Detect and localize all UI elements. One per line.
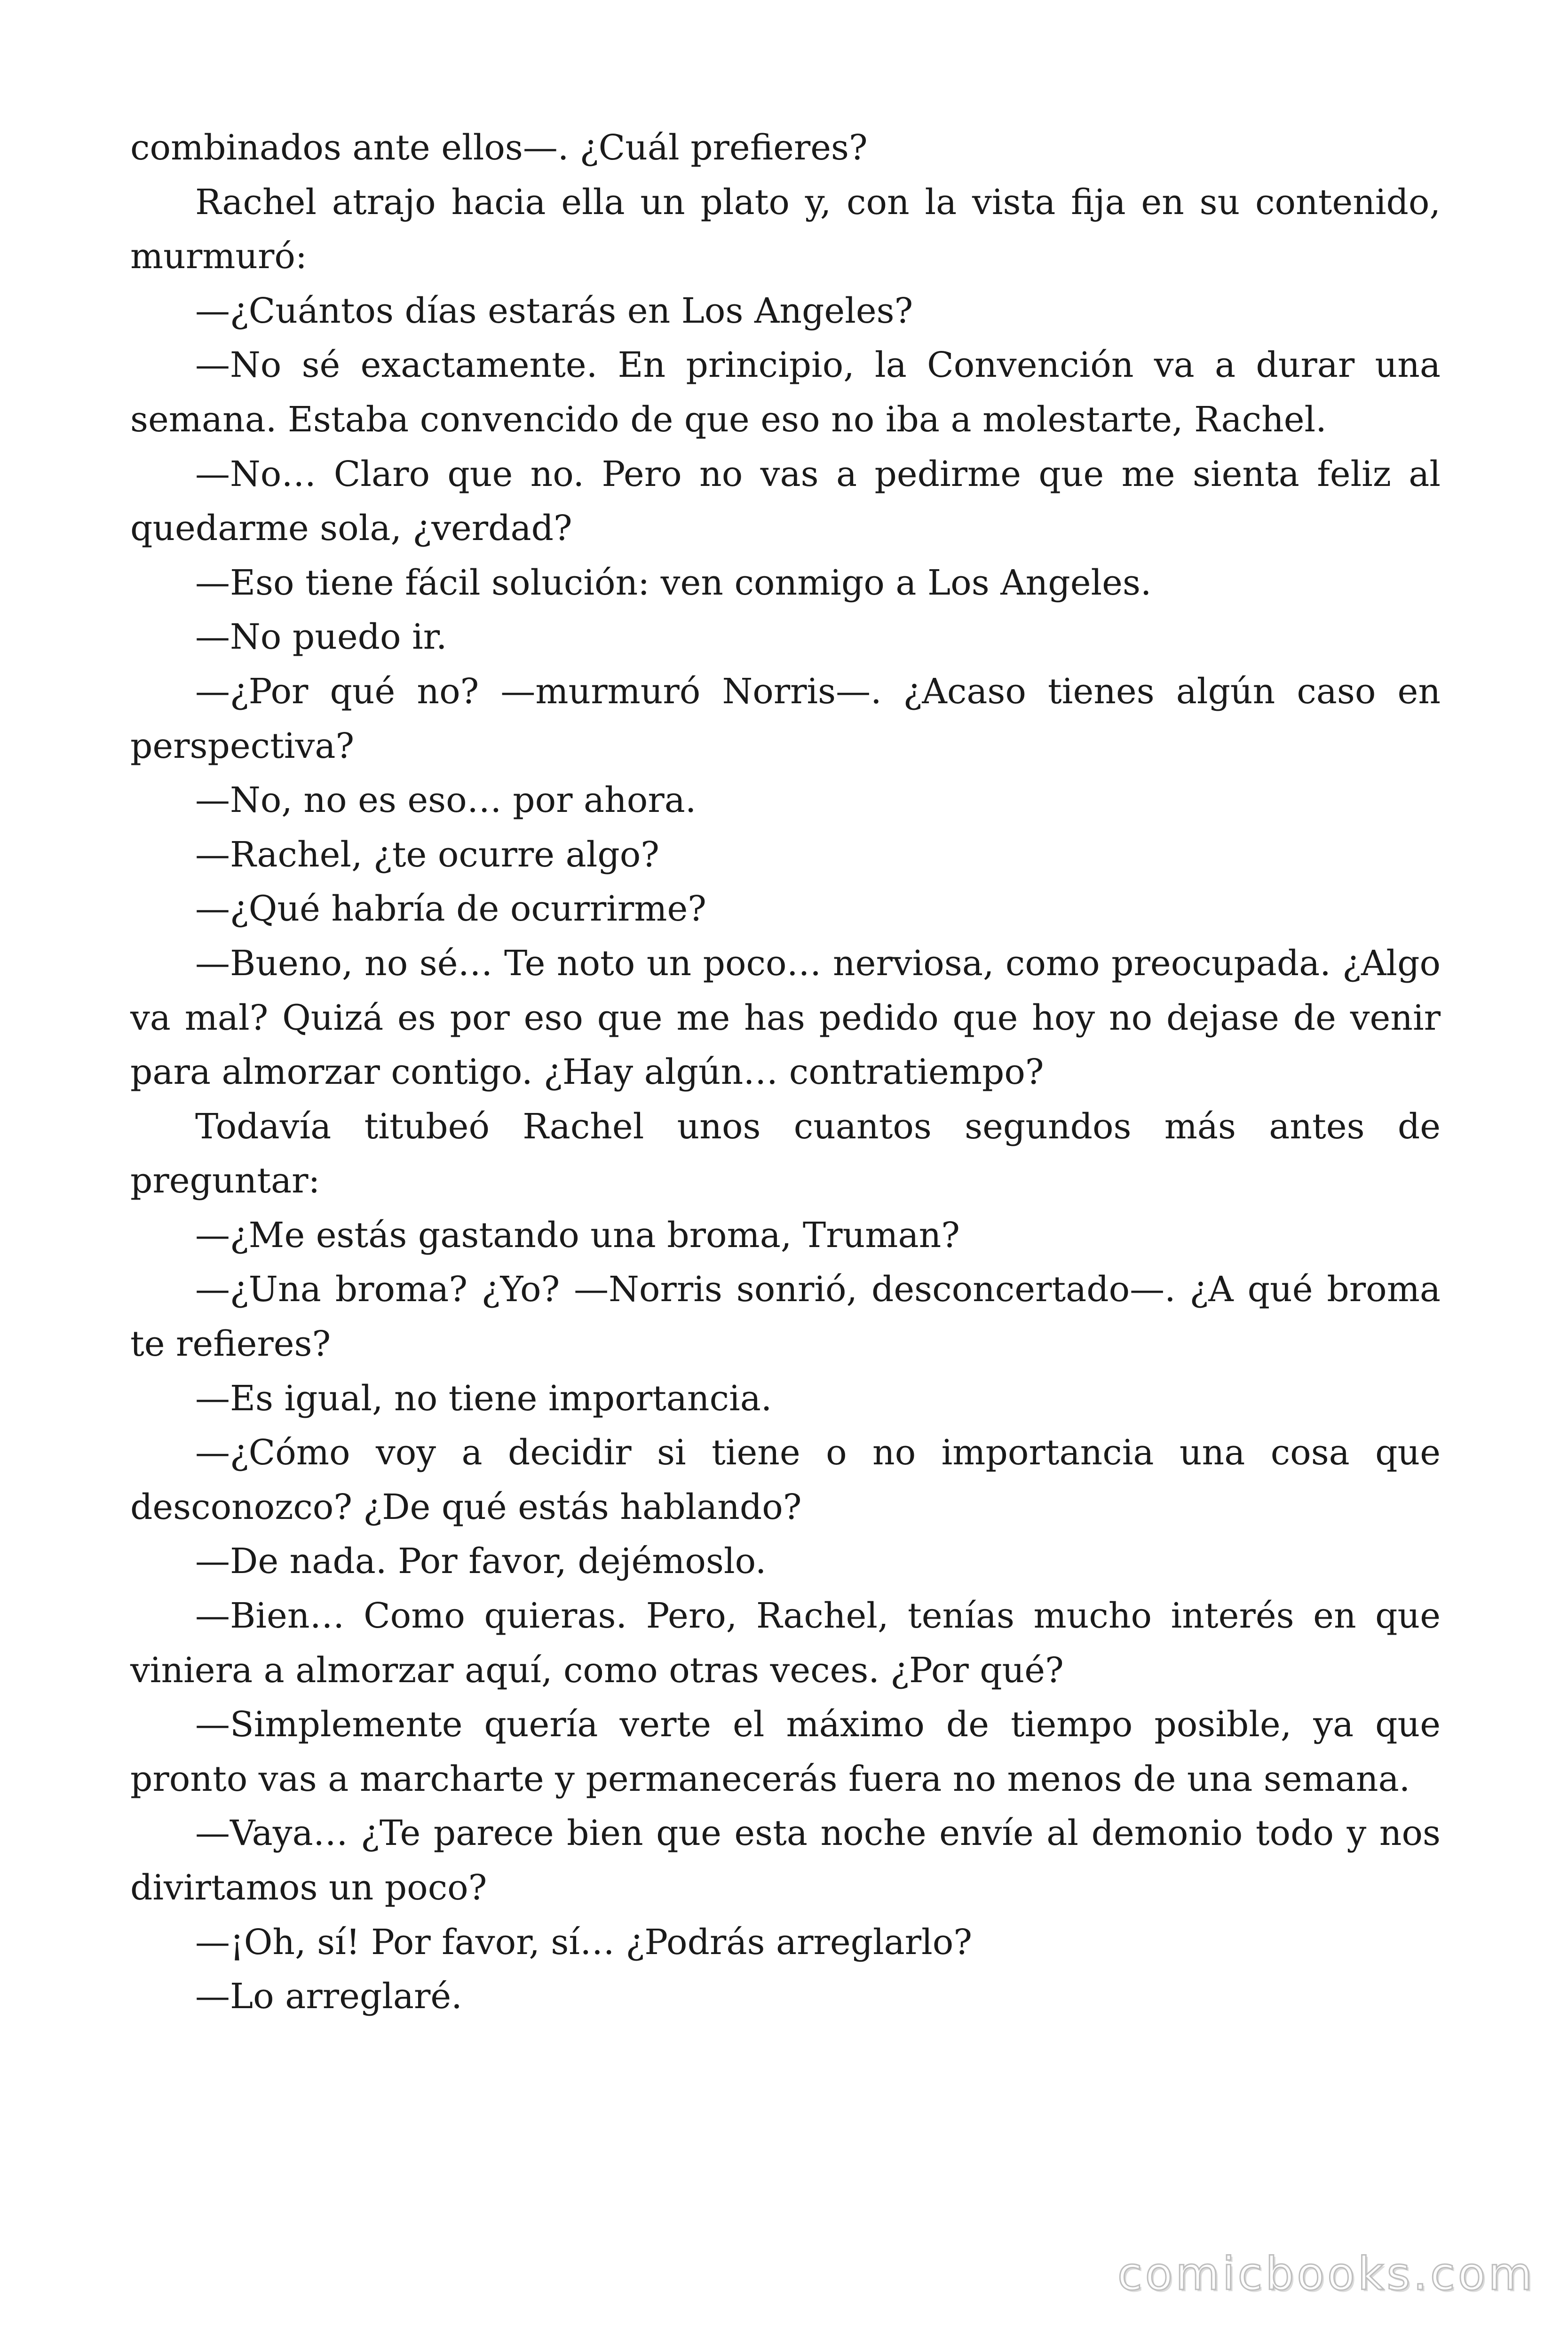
paragraph: —¿Me estás gastando una broma, Truman?: [195, 1215, 960, 1255]
paragraph: Todavía titubeó Rachel unos cuantos segundos más antes de preguntar:: [130, 1106, 1441, 1201]
watermark: comicbooks.com: [1117, 2248, 1535, 2300]
paragraph: —Eso tiene fácil solución: ven conmigo a Los Angeles.: [195, 562, 1152, 603]
paragraph: —De nada. Por favor, dejémoslo.: [195, 1541, 767, 1582]
paragraph: —Bueno, no sé… Te noto un poco… nerviosa, como preocupada. ¿Algo va mal? Quizá es por eso que me has pedido que hoy no dejase de venir para almorzar contigo. ¿Hay algún… contratiempo?: [130, 943, 1441, 1093]
paragraph: —Lo arreglaré.: [195, 1976, 462, 2017]
paragraph: —Vaya… ¿Te parece bien que esta noche envíe al demonio todo y nos divirtamos un poco?: [130, 1813, 1441, 1908]
paragraph: —No sé exactamente. En principio, la Convención va a durar una semana. Estaba convencido de que eso no iba a molestarte, Rachel.: [130, 345, 1441, 440]
paragraph: —¿Cómo voy a decidir si tiene o no importancia una cosa que desconozco? ¿De qué estás hablando?: [130, 1432, 1441, 1527]
paragraph: —¿Qué habría de ocurrirme?: [195, 889, 706, 930]
paragraph: —¿Cuántos días estarás en Los Angeles?: [195, 290, 913, 331]
paragraph: —¡Oh, sí! Por favor, sí… ¿Podrás arreglarlo?: [195, 1922, 973, 1963]
paragraph: —Es igual, no tiene importancia.: [195, 1378, 772, 1419]
paragraph: —No… Claro que no. Pero no vas a pedirme que me sienta feliz al quedarme sola, ¿verdad?: [130, 453, 1441, 549]
paragraph: combinados ante ellos—. ¿Cuál prefieres?: [130, 127, 868, 168]
paragraph: Rachel atrajo hacia ella un plato y, con la vista fija en su contenido, murmuró:: [130, 182, 1441, 277]
paragraph: —Simplemente quería verte el máximo de tiempo posible, ya que pronto vas a marcharte y permanecerás fuera no menos de una semana.: [130, 1704, 1441, 1799]
paragraph: —¿Una broma? ¿Yo? —Norris sonrió, desconcertado—. ¿A qué broma te refieres?: [130, 1269, 1441, 1365]
paragraph: —Rachel, ¿te ocurre algo?: [195, 834, 659, 875]
paragraph: —No, no es eso… por ahora.: [195, 780, 697, 821]
paragraph: —No puedo ir.: [195, 617, 447, 658]
paragraph: —Bien… Como quieras. Pero, Rachel, tenías mucho interés en que viniera a almorzar aquí, como otras veces. ¿Por qué?: [130, 1596, 1441, 1691]
paragraph: —¿Por qué no? —murmuró Norris—. ¿Acaso tienes algún caso en perspectiva?: [130, 671, 1441, 766]
page-body: [130, 121, 1441, 2024]
